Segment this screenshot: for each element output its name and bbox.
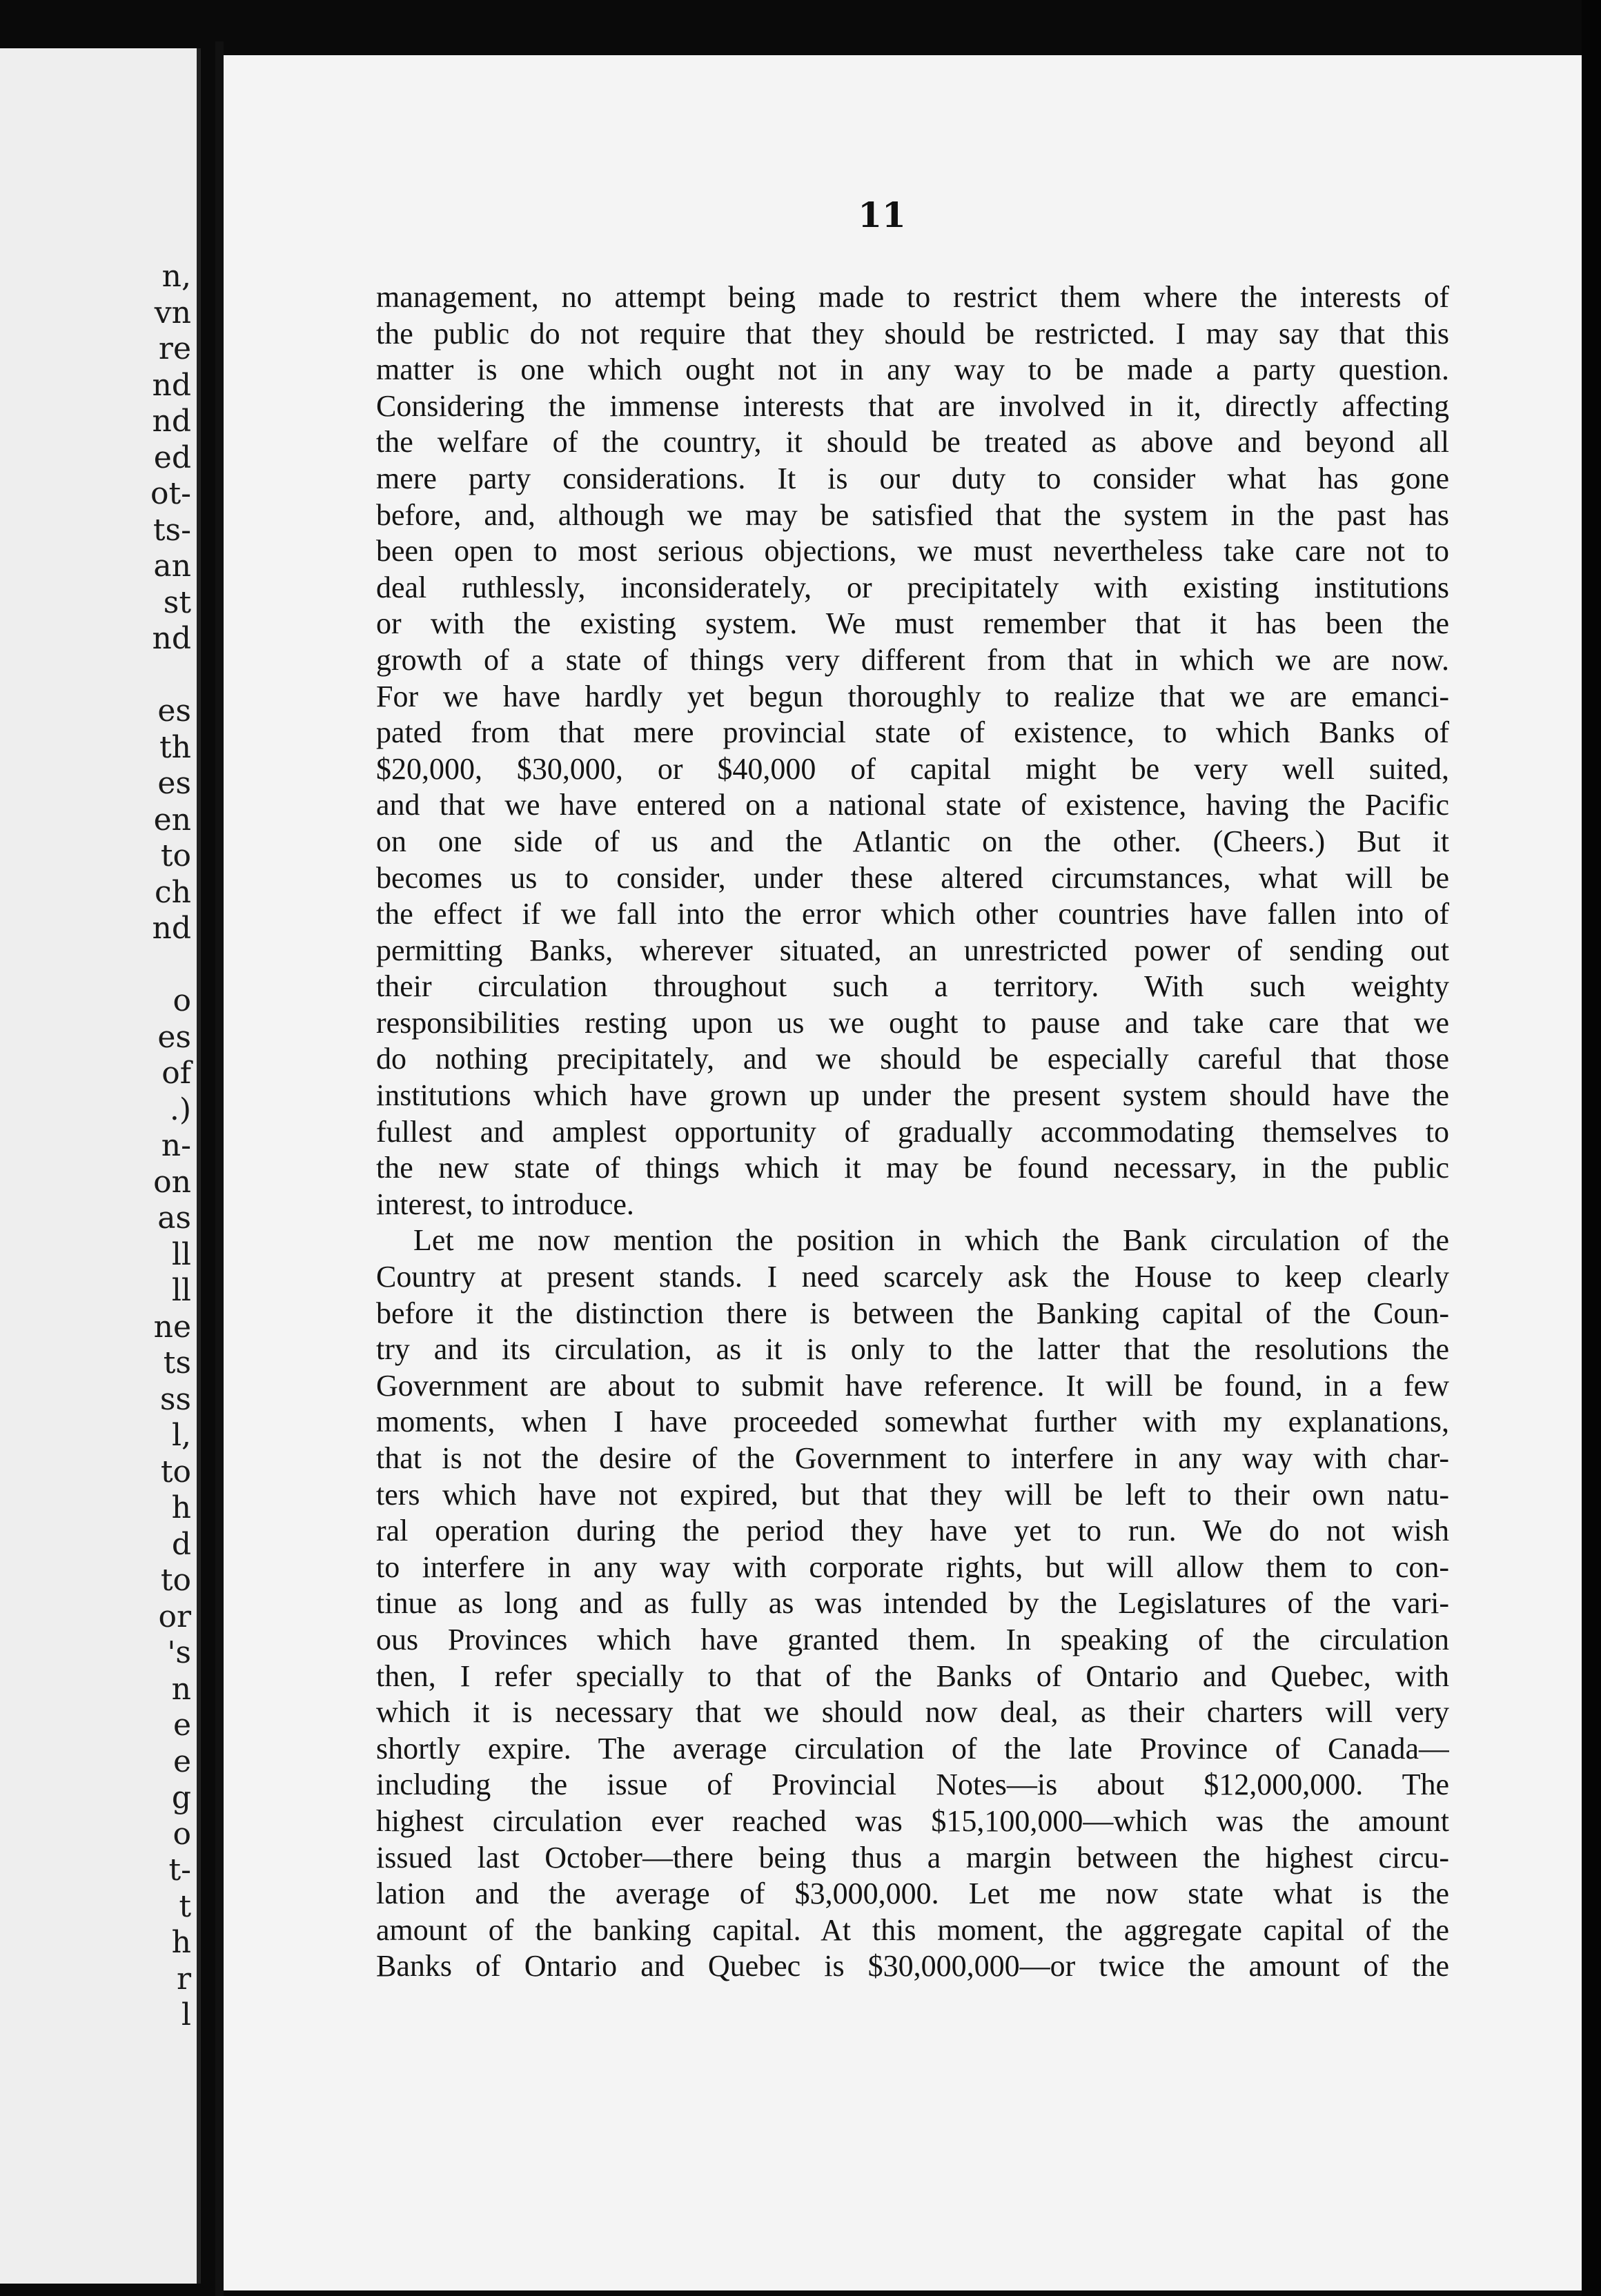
left-fragment: re xyxy=(158,331,191,366)
text-line: the public do not require that they should be restricted. I may say that this xyxy=(376,316,1449,350)
left-fragment: r xyxy=(176,1961,191,1997)
text-line: the new state of things which it may be found necessary, in the public xyxy=(376,1151,1449,1185)
left-fragment: nd xyxy=(152,621,191,656)
left-fragment: es xyxy=(157,693,191,729)
left-fragment: ed xyxy=(153,439,191,475)
left-fragment: es xyxy=(157,766,191,801)
text-line: or with the existing system. We must remember that it has been the xyxy=(376,606,1449,641)
text-line: management, no attempt being made to restrict them where the interests of xyxy=(376,280,1449,314)
text-line: their circulation throughout such a territory. With such weighty xyxy=(376,969,1449,1004)
left-fragment: as xyxy=(157,1200,191,1236)
text-line: Country at present stands. I need scarcely ask the House to keep clearly xyxy=(376,1260,1449,1294)
text-line: tinue as long and as fully as was intended by the Legislatures of the vari- xyxy=(376,1586,1449,1621)
left-fragment: .) xyxy=(169,1091,191,1127)
text-line: the welfare of the country, it should be treated as above and beyond all xyxy=(376,425,1449,459)
text-line: permitting Banks, wherever situated, an unrestricted power of sending out xyxy=(376,933,1449,967)
page-number: 11 xyxy=(858,195,906,235)
paragraph xyxy=(376,279,1449,1223)
page-edge-shadow xyxy=(1582,0,1601,2296)
text-line: do nothing precipitately, and we should be especially careful that those xyxy=(376,1042,1449,1076)
left-fragment: or xyxy=(158,1599,191,1634)
left-fragment: t- xyxy=(168,1852,191,1888)
left-fragment: 's xyxy=(167,1635,191,1670)
text-line: Considering the immense interests that are involved in it, directly affecting xyxy=(376,388,1449,423)
left-fragment: th xyxy=(159,729,191,765)
left-fragment: ts- xyxy=(153,512,191,548)
left-fragment: an xyxy=(153,548,191,584)
text-line: deal ruthlessly, inconsiderately, or precipitately with existing institutions xyxy=(376,570,1449,604)
left-fragment: e xyxy=(173,1743,191,1779)
left-fragment: to xyxy=(160,1454,191,1490)
left-fragment: vn xyxy=(154,295,191,330)
left-fragment: d xyxy=(171,1526,191,1562)
text-line: Banks of Ontario and Quebec is $30,000,000—or twice the amount of the xyxy=(376,1949,1449,1983)
text-line: on one side of us and the Atlantic on the other. (Cheers.) But it xyxy=(376,824,1449,858)
text-line: moments, when I have proceeded somewhat further with my explanations, xyxy=(376,1405,1449,1439)
left-fragment: st xyxy=(163,584,191,620)
left-fragment: of xyxy=(161,1056,191,1091)
text-line: ters which have not expired, but that they will be left to their own natu- xyxy=(376,1477,1449,1512)
left-fragment: l, xyxy=(171,1418,191,1453)
text-line: $20,000, $30,000, or $40,000 of capital might be very well suited, xyxy=(376,751,1449,786)
left-fragment: ts xyxy=(163,1345,191,1380)
left-page-margin xyxy=(0,48,201,2284)
text-line: been open to most serious objections, we must nevertheless take care not to xyxy=(376,534,1449,568)
left-fragment: ll xyxy=(171,1236,191,1272)
text-line: before, and, although we may be satisfied that the system in the past has xyxy=(376,497,1449,532)
text-line: issued last October—there being thus a margin between the highest circu- xyxy=(376,1840,1449,1874)
left-fragment: t xyxy=(179,1888,191,1924)
left-fragment: e xyxy=(173,1708,191,1743)
text-line: including the issue of Provincial Notes—is about $12,000,000. The xyxy=(376,1768,1449,1802)
left-fragment: n- xyxy=(161,1128,191,1163)
text-line: becomes us to consider, under these altered circumstances, what will be xyxy=(376,860,1449,895)
left-fragment: l xyxy=(181,1997,191,2032)
text-line: ral operation during the period they have yet to run. We do not wish xyxy=(376,1514,1449,1548)
text-line: responsibilities resting upon us we ought to pause and take care that we xyxy=(376,1005,1449,1040)
text-line: Government are about to submit have reference. It will be found, in a few xyxy=(376,1368,1449,1403)
text-line: to interfere in any way with corporate rights, but will allow them to con- xyxy=(376,1550,1449,1584)
left-fragment xyxy=(150,657,191,694)
left-fragment: n xyxy=(171,1671,191,1707)
text-line: For we have hardly yet begun thoroughly to realize that we are emanci- xyxy=(376,679,1449,713)
left-fragment: nd xyxy=(152,911,191,946)
text-line: and that we have entered on a national state of existence, having the Pacific xyxy=(376,788,1449,822)
left-fragment: to xyxy=(160,1563,191,1598)
text-line: that is not the desire of the Government to interfere in any way with char- xyxy=(376,1441,1449,1475)
left-fragment xyxy=(150,947,191,984)
left-fragment: ss xyxy=(159,1381,191,1417)
left-fragment: nd xyxy=(152,404,191,439)
text-line: which it is necessary that we should now deal, as their charters will very xyxy=(376,1695,1449,1730)
text-line: amount of the banking capital. At this moment, the aggregate capital of the xyxy=(376,1912,1449,1947)
left-fragment: nd xyxy=(152,367,191,403)
text-line: interest, to introduce. xyxy=(376,1187,634,1221)
left-fragment: n, xyxy=(161,259,191,294)
text-line: fullest and amplest opportunity of gradually accommodating themselves to xyxy=(376,1114,1449,1149)
left-fragment: ne xyxy=(153,1309,191,1345)
text-line: institutions which have grown up under the present system should have the xyxy=(376,1078,1449,1113)
text-line: shortly expire. The average circulation of the late Province of Canada— xyxy=(376,1731,1449,1765)
text-line: lation and the average of $3,000,000. Let me now state what is the xyxy=(376,1877,1449,1911)
left-fragment: to xyxy=(160,838,191,873)
body-text xyxy=(376,279,1449,1985)
text-line: growth of a state of things very different from that in which we are now. xyxy=(376,642,1449,677)
text-line: Let me now mention the position in which the Bank circulation of the xyxy=(413,1223,1449,1258)
left-fragment: h xyxy=(171,1490,191,1525)
text-line: the effect if we fall into the error which other countries have fallen into of xyxy=(376,897,1449,931)
text-line: pated from that mere provincial state of existence, to which Banks of xyxy=(376,715,1449,750)
left-fragment: en xyxy=(153,802,191,838)
left-fragment: es xyxy=(157,1019,191,1055)
text-line: try and its circulation, as it is only to the latter that the resolutions the xyxy=(376,1332,1449,1367)
text-line: mere party considerations. It is our duty to consider what has gone xyxy=(376,461,1449,495)
text-line: before it the distinction there is between the Banking capital of the Coun- xyxy=(376,1296,1449,1330)
left-fragment: ll xyxy=(171,1273,191,1308)
left-fragment: h xyxy=(171,1925,191,1960)
text-line: matter is one which ought not in any way to be made a party question. xyxy=(376,353,1449,387)
left-fragment: g xyxy=(171,1780,191,1815)
left-fragment: o xyxy=(173,983,191,1018)
left-fragment: o xyxy=(173,1816,191,1852)
text-line: highest circulation ever reached was $15,100,000—which was the amount xyxy=(376,1803,1449,1838)
left-page-text-fragments xyxy=(150,259,191,2034)
book-binding-gutter xyxy=(215,41,224,2296)
left-fragment: ch xyxy=(155,874,191,910)
paragraph xyxy=(376,1223,1449,1984)
text-line: ous Provinces which have granted them. In speaking of the circulation xyxy=(376,1622,1449,1656)
text-line: then, I refer specially to that of the Banks of Ontario and Quebec, with xyxy=(376,1659,1449,1693)
left-fragment: ot- xyxy=(150,476,191,511)
left-fragment: on xyxy=(153,1164,191,1200)
